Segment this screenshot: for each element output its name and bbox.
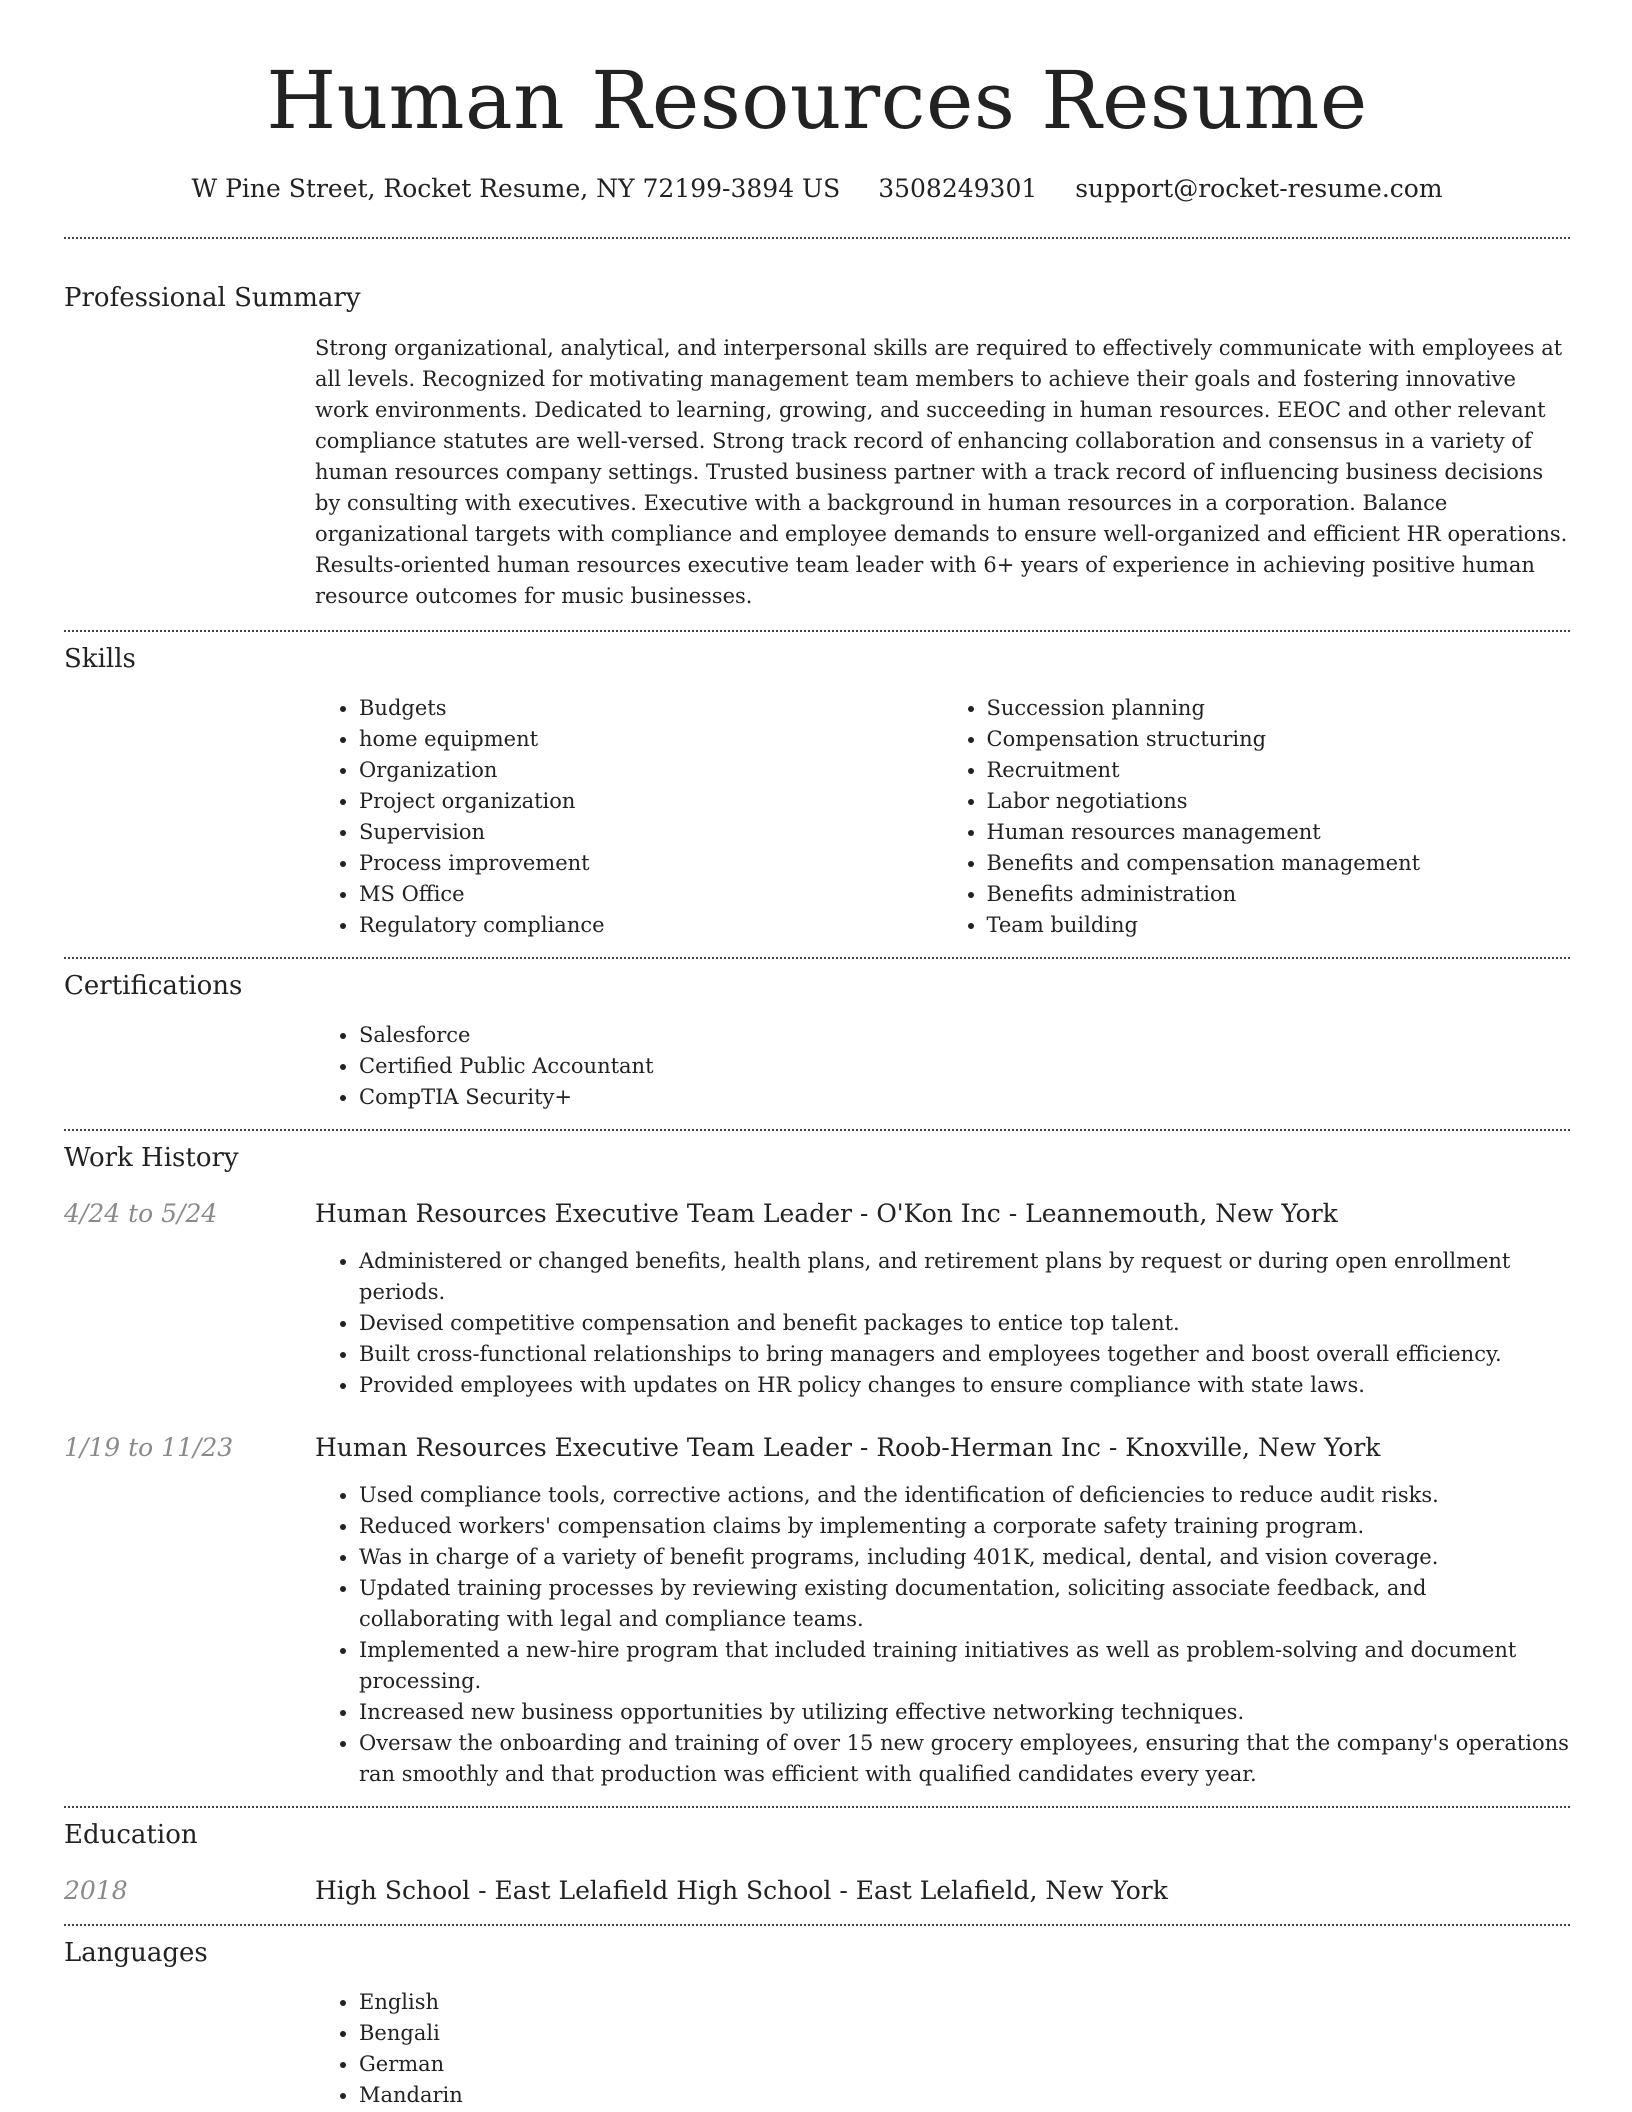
list-item: • CompTIA Security+	[359, 1082, 1570, 1113]
education-text: High School - East Lelafield High School - East Lelafield, New York	[315, 1876, 1168, 1905]
languages-list	[315, 1987, 1570, 2111]
work-history-section	[64, 1131, 1570, 1790]
job-bullets	[315, 1246, 1570, 1401]
list-item: • Reduced workers' compensation claims by implementing a corporate safety training program.	[359, 1511, 1570, 1542]
certifications-section	[64, 959, 1570, 1113]
list-item: • Was in charge of a variety of benefit programs, including 401K, medical, dental, and vision coverage.	[359, 1542, 1570, 1573]
contact-email: support@rocket-resume.com	[1075, 174, 1443, 203]
skills-list-left	[315, 693, 943, 941]
list-item: • Recruitment	[987, 755, 1571, 786]
list-item: • Provided employees with updates on HR policy changes to ensure compliance with state laws.	[359, 1370, 1570, 1401]
list-item: • Organization	[359, 755, 943, 786]
contact-line	[64, 173, 1570, 205]
list-item: • Regulatory compliance	[359, 910, 943, 941]
list-item: • English	[359, 1987, 1570, 2018]
education-entry	[64, 1875, 1570, 1907]
section-heading-skills: Skills	[64, 644, 136, 674]
job-entry	[64, 1432, 1570, 1790]
list-item: • Succession planning	[987, 693, 1571, 724]
list-item: • Implemented a new-hire program that included training initiatives as well as problem-solving and document processing.	[359, 1635, 1570, 1697]
job-title: Human Resources Executive Team Leader - Roob-Herman Inc - Knoxville, New York	[315, 1433, 1381, 1462]
job-title: Human Resources Executive Team Leader - O'Kon Inc - Leannemouth, New York	[315, 1199, 1338, 1228]
list-item: • Oversaw the onboarding and training of over 15 new grocery employees, ensuring that the company's operations ran smoothly and that production was efficient with qualified candidates every year.	[359, 1728, 1570, 1790]
list-item: • Team building	[987, 910, 1571, 941]
summary-text: Strong organizational, analytical, and interpersonal skills are required to effectively communicate with employees at all levels. Recognized for motivating management team members to achieve their goals and fostering innovative work environments. Dedicated to learning, growing, and succeeding in human resources. EEOC and other relevant compliance statutes are well-versed. Strong track record of enhancing collaboration and consensus in a variety of human resources company settings. Trusted business partner with a track record of influencing business decisions by consulting with executives. Executive with a background in human resources in a corporation. Balance organizational targets with compliance and employee demands to ensure well-organized and efficient HR operations. Results-oriented human resources executive team leader with 6+ years of experience in achieving positive human resource outcomes for music businesses.	[315, 336, 1568, 608]
job-dates: 4/24 to 5/24	[64, 1199, 218, 1228]
list-item: • Increased new business opportunities by utilizing effective networking techniques.	[359, 1697, 1570, 1728]
section-heading-work-history: Work History	[64, 1143, 239, 1173]
list-item: • German	[359, 2049, 1570, 2080]
job-bullets	[315, 1480, 1570, 1790]
contact-address: W Pine Street, Rocket Resume, NY 72199-3894 US	[191, 174, 841, 203]
list-item: • home equipment	[359, 724, 943, 755]
summary-section	[64, 239, 1570, 612]
list-item: • Project organization	[359, 786, 943, 817]
skills-list-right	[943, 693, 1571, 941]
job-entry	[64, 1198, 1570, 1401]
list-item: • Compensation structuring	[987, 724, 1571, 755]
job-dates: 1/19 to 11/23	[64, 1433, 234, 1462]
list-item: • Human resources management	[987, 817, 1571, 848]
list-item: • Budgets	[359, 693, 943, 724]
education-year: 2018	[64, 1876, 128, 1905]
list-item: • Labor negotiations	[987, 786, 1571, 817]
list-item: • Supervision	[359, 817, 943, 848]
list-item: • Bengali	[359, 2018, 1570, 2049]
education-section	[64, 1808, 1570, 1907]
certifications-list	[315, 1020, 1570, 1113]
list-item: • Benefits administration	[987, 879, 1571, 910]
section-heading-languages: Languages	[64, 1938, 208, 1968]
list-item: • Certified Public Accountant	[359, 1051, 1570, 1082]
skills-section	[64, 632, 1570, 941]
section-heading-certifications: Certifications	[64, 971, 243, 1001]
list-item: • MS Office	[359, 879, 943, 910]
list-item: • Administered or changed benefits, health plans, and retirement plans by request or during open enrollment periods.	[359, 1246, 1570, 1308]
list-item: • Process improvement	[359, 848, 943, 879]
contact-phone: 3508249301	[878, 174, 1038, 203]
list-item: • Used compliance tools, corrective actions, and the identification of deficiencies to reduce audit risks.	[359, 1480, 1570, 1511]
section-heading-summary: Professional Summary	[64, 283, 361, 313]
resume-title: Human Resources Resume	[266, 54, 1368, 147]
list-item: • Updated training processes by reviewing existing documentation, soliciting associate feedback, and collaborating with legal and compliance teams.	[359, 1573, 1570, 1635]
section-heading-education: Education	[64, 1820, 198, 1850]
resume-page	[64, 0, 1570, 2111]
list-item: • Mandarin	[359, 2080, 1570, 2111]
list-item: • Devised competitive compensation and benefit packages to entice top talent.	[359, 1308, 1570, 1339]
list-item: • Salesforce	[359, 1020, 1570, 1051]
languages-section	[64, 1926, 1570, 2111]
list-item: • Benefits and compensation management	[987, 848, 1571, 879]
list-item: • Built cross-functional relationships to bring managers and employees together and boost overall efficiency.	[359, 1339, 1570, 1370]
